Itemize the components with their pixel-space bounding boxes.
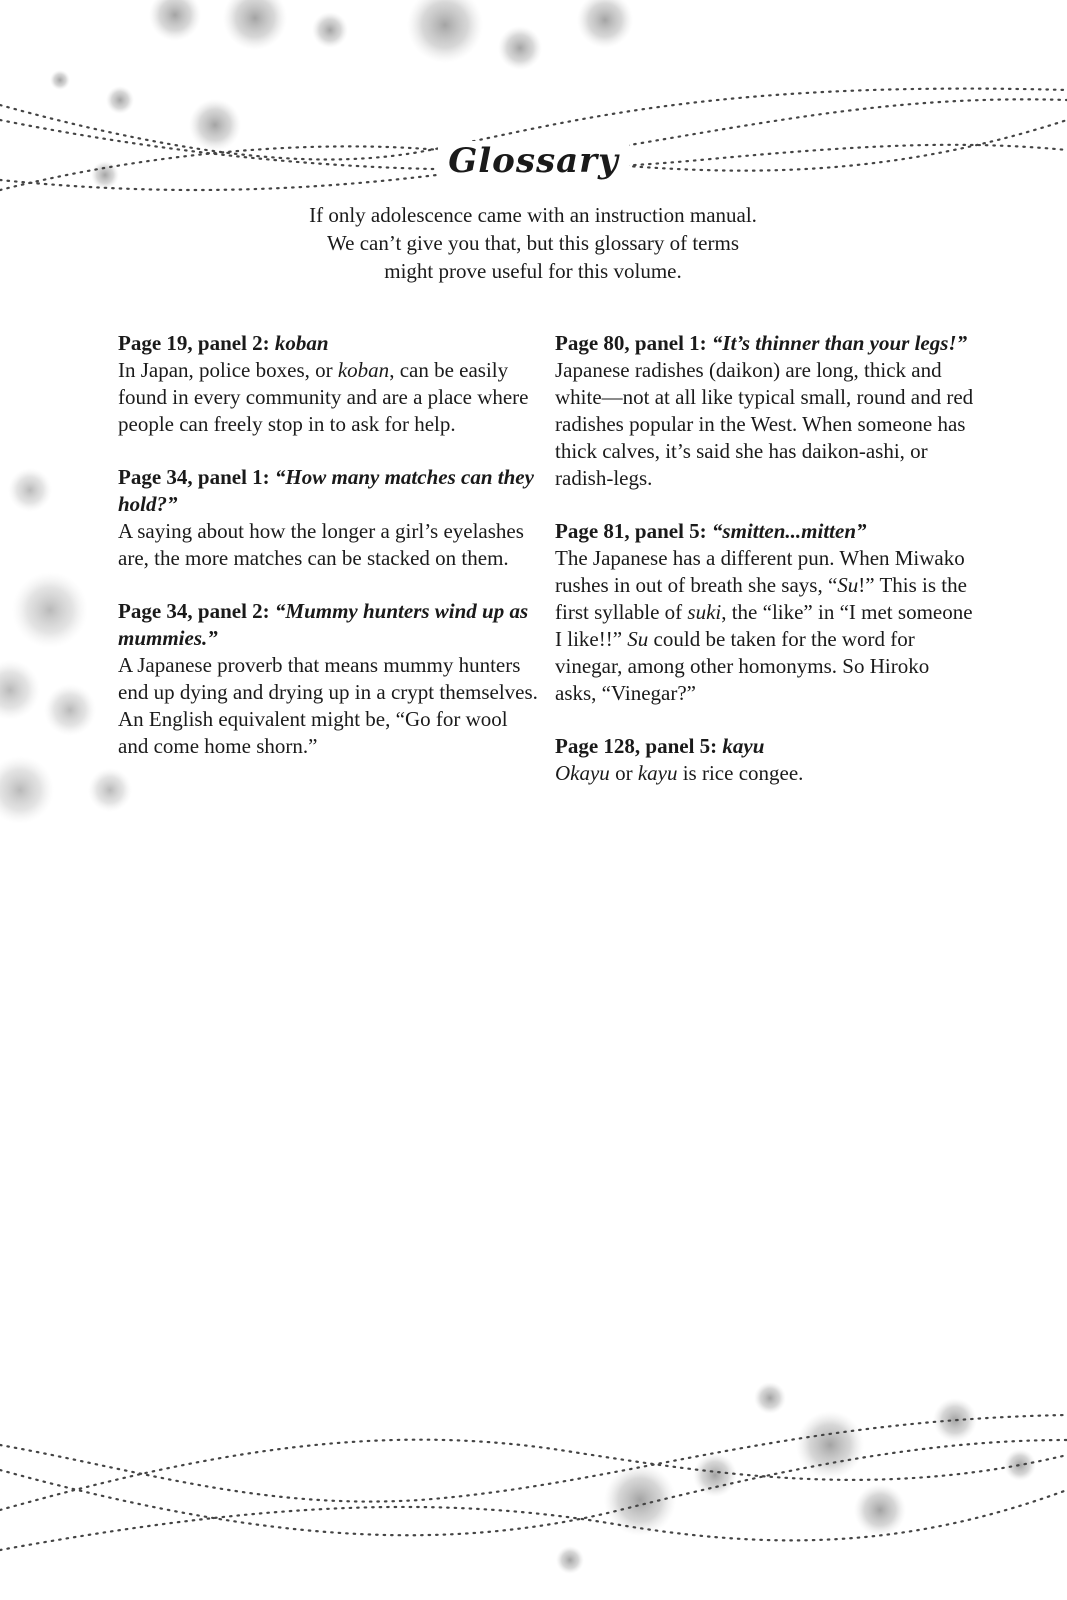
- definition-text: !” This is the first syllable of: [555, 573, 967, 624]
- page-reference: Page 34, panel 2:: [118, 599, 275, 623]
- glossary-term: “Mummy hunters wind up as mummies.”: [118, 599, 529, 650]
- glossary-term: kayu: [722, 734, 765, 758]
- intro-line: We can’t give you that, but this glossary of terms: [326, 231, 739, 255]
- glossary-term: “smitten...mitten”: [711, 519, 867, 543]
- glossary-definition: [555, 357, 975, 492]
- glossary-term: “How many matches can they hold?”: [118, 465, 534, 516]
- definition-text: A Japanese proverb that means mummy hunters end up dying and drying up in a crypt themselves. An English equivalent might be, “Go for wool and come home shorn.”: [118, 653, 538, 758]
- page-reference: Page 34, panel 1:: [118, 465, 275, 489]
- page-reference: Page 128, panel 5:: [555, 734, 723, 758]
- glossary-entry: [555, 518, 975, 707]
- glossary-entry: [555, 330, 975, 492]
- intro-line: might prove useful for this volume.: [384, 259, 682, 283]
- glossary-definition: [118, 357, 538, 438]
- definition-text: , can be easily found in every community and are a place where people can freely stop in to ask for help.: [118, 358, 529, 436]
- glossary-entry-heading: [555, 518, 975, 545]
- glossary-definition: [118, 652, 538, 760]
- definition-text: is rice congee.: [677, 761, 804, 785]
- intro-line: If only adolescence came with an instruction manual.: [309, 203, 757, 227]
- italic-text: suki: [687, 600, 722, 624]
- glossary-entry: [118, 598, 538, 760]
- italic-text: Su: [627, 627, 649, 651]
- page-reference: Page 80, panel 1:: [555, 331, 712, 355]
- glossary-entry-heading: [555, 330, 975, 357]
- glossary-column-right: [555, 330, 975, 813]
- definition-text: , the “like” in “I met someone I like!!”: [555, 600, 973, 651]
- italic-text: Su: [837, 573, 859, 597]
- glossary-term: “It’s thinner than your legs!”: [711, 331, 968, 355]
- glossary-definition: [555, 760, 975, 787]
- glossary-entry: [118, 464, 538, 572]
- page-reference: Page 81, panel 5:: [555, 519, 712, 543]
- definition-text: Japanese radishes (daikon) are long, thick and white—not at all like typical small, round and red radishes popular in the West. When someone has thick calves, it’s said she has daikon-ashi, or radish-legs.: [555, 358, 974, 490]
- definition-text: A saying about how the longer a girl’s eyelashes are, the more matches can be stacked on them.: [118, 519, 524, 570]
- glossary-entry-heading: [555, 733, 975, 760]
- definition-text: could be taken for the word for vinegar, among other homonyms. So Hiroko asks, “Vinegar?”: [555, 627, 930, 705]
- definition-text: In Japan, police boxes, or: [118, 358, 338, 382]
- italic-text: Okayu: [555, 761, 610, 785]
- glossary-definition: [118, 518, 538, 572]
- page-title: Glossary: [0, 141, 1067, 181]
- glossary-definition: [555, 545, 975, 707]
- glossary-entry-heading: [118, 464, 538, 518]
- halftone-circles-bottom: [556, 1382, 1036, 1574]
- page-reference: Page 19, panel 2:: [118, 331, 275, 355]
- glossary-entry: [118, 330, 538, 438]
- intro-paragraph: [183, 201, 883, 285]
- glossary-column-left: [118, 330, 538, 786]
- italic-text: kayu: [637, 761, 678, 785]
- bottom-wave-decoration: [0, 1360, 1067, 1600]
- definition-text: or: [609, 761, 638, 785]
- italic-text: koban: [337, 358, 390, 382]
- glossary-entry: [555, 733, 975, 787]
- glossary-term: koban: [274, 331, 329, 355]
- glossary-entry-heading: [118, 330, 538, 357]
- definition-text: The Japanese has a different pun. When Miwako rushes in out of breath she says, “: [555, 546, 965, 597]
- glossary-entry-heading: [118, 598, 538, 652]
